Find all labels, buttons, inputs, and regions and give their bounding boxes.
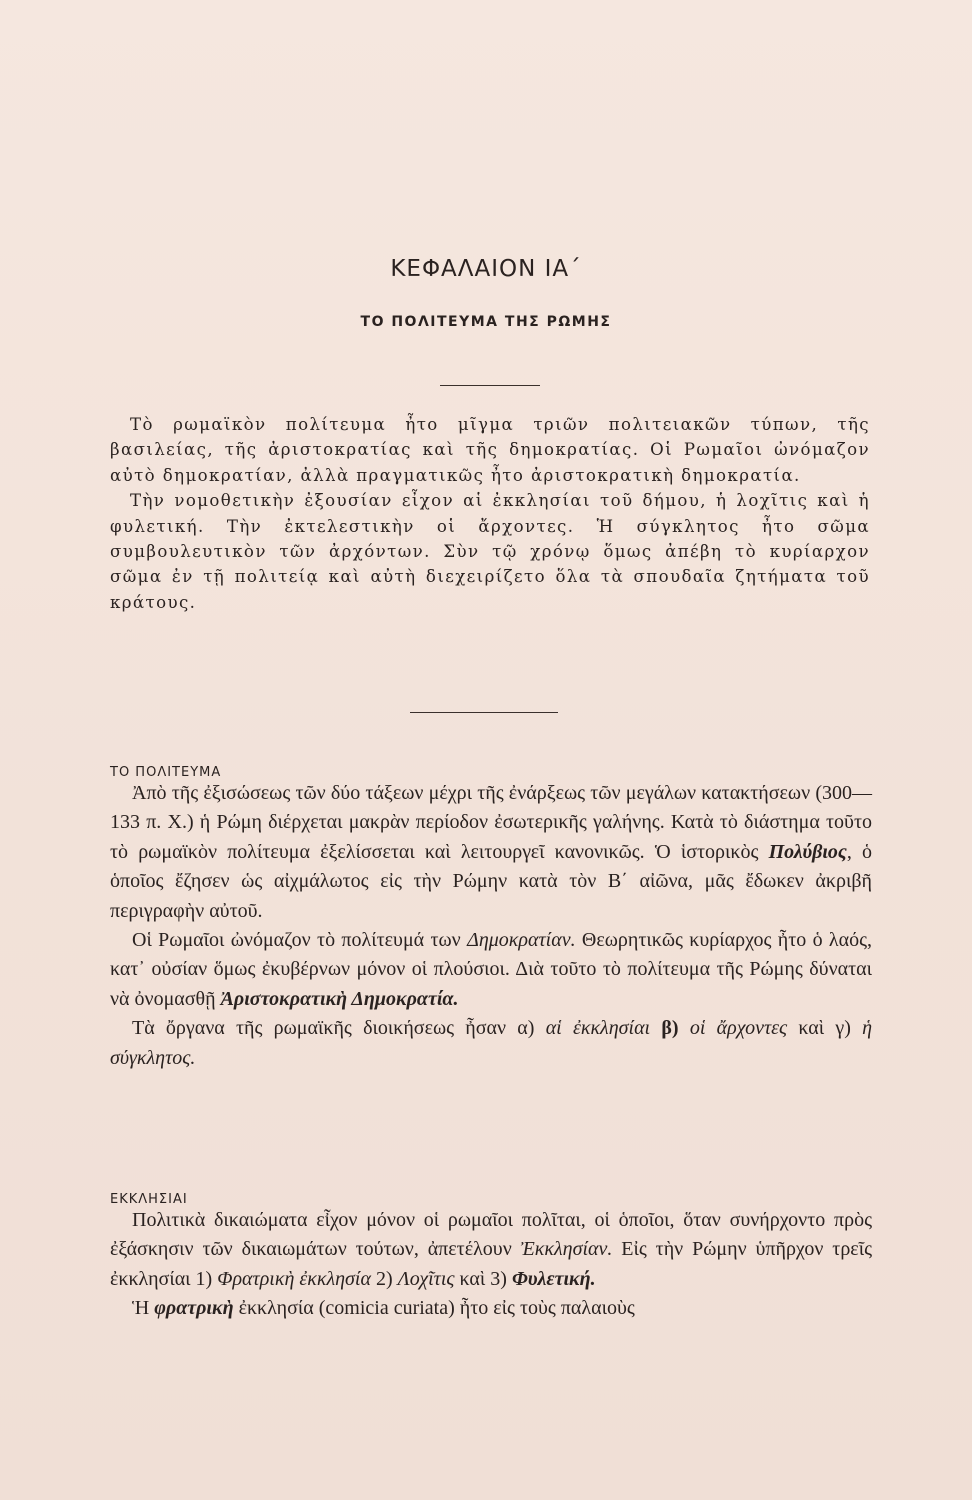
term-fyletiki: Φυλετική.	[511, 1267, 596, 1290]
term-fratriki: Φρατρικὴ ἐκκλησία	[217, 1267, 371, 1290]
summary-paragraph-1: Τὸ ρωμαϊκὸν πολίτευμα ἦτο μῖγμα τριῶν πολιτειακῶν τύπων, τῆς βασιλείας, τῆς ἀριστοκρατίας καὶ τῆς δημοκρατίας. Οἱ Ρωμαῖοι ὠνόμαζον αὐτὸ δημοκρατίαν, ἀλλὰ πραγματικῶς ἦτο ἀριστοκρατικὴ δημοκρατία.	[110, 415, 870, 485]
politeuma-paragraph-2	[110, 926, 872, 1014]
ekklesiai-paragraph-1	[110, 1206, 872, 1294]
term-senate: ἡ σύγκλητος.	[110, 1017, 873, 1069]
text-span: Θεωρητικῶς κυρίαρχος ἦτο ὁ λαός, κατ᾿ οὐσίαν ὅμως ἐκυβέρνων μόνον οἱ πλούσιοι. Διὰ τοῦτο τὸ πολίτευμα τῆς Ρώμης δύναται νὰ ὀνομασθῇ	[110, 929, 873, 1010]
text-span: καὶ 3)	[459, 1267, 507, 1290]
text-span: Οἱ Ρωμαῖοι ὠνόμαζον τὸ πολίτευμά των	[132, 929, 461, 952]
term-ekklesia: Ἐκκλησίαν.	[520, 1238, 613, 1261]
term-fratriki-bold: φρατρικὴ	[154, 1297, 234, 1320]
text-span: 2)	[375, 1267, 393, 1290]
term-democracy: Δημοκρατίαν.	[467, 929, 576, 952]
divider-top	[440, 385, 540, 386]
term-magistrates: οἱ ἄρχοντες	[689, 1017, 788, 1040]
section-politeuma-body	[110, 779, 872, 1073]
text-span: Ἡ	[132, 1297, 150, 1320]
text-span: Εἰς τὴν Ρώμην ὑπῆρχον τρεῖς ἐκκλησίαι 1)	[110, 1238, 873, 1290]
section-heading-ekklesiai: ΕΚΚΛΗΣΙΑΙ	[110, 1192, 188, 1207]
term-assemblies: αἱ ἐκκλησίαι	[545, 1017, 651, 1040]
text-span: , ὁ ὁποῖος ἔζησεν ὡς αἰχμάλωτος εἰς τὴν Ρώμην κατὰ τὸν Β΄ αἰῶνα, μᾶς ἔδωκεν ἀκριβῆ περιγραφὴν αὐτοῦ.	[110, 840, 873, 922]
list-marker-b: β)	[661, 1017, 679, 1040]
chapter-summary	[110, 412, 870, 615]
politeuma-paragraph-3	[110, 1014, 872, 1073]
text-span: καὶ γ)	[798, 1017, 851, 1040]
term-aristocratic-democracy: Ἀριστοκρατικὴ Δημοκρατία.	[220, 987, 459, 1010]
ekklesiai-paragraph-2	[110, 1294, 872, 1323]
politeuma-paragraph-1	[110, 779, 872, 926]
summary-paragraph-2: Τὴν νομοθετικὴν ἐξουσίαν εἶχον αἱ ἐκκλησίαι τοῦ δήμου, ἡ λοχῖτις καὶ ἡ φυλετική. Τὴν ἐκτελεστικὴν οἱ ἄρχοντες. Ἡ σύγκλητος ἦτο σῶμα συμβουλευτικὸν τῶν ἀρχόντων. Σὺν τῷ χρόνῳ ὅμως ἀπέβη τὸ κυρίαρχον σῶμα ἐν τῇ πολιτείᾳ καὶ αὐτὴ διεχειρίζετο ὅλα τὰ σπουδαῖα ζητήματα τοῦ κράτους.	[110, 491, 870, 612]
chapter-subtitle: ΤΟ ΠΟΛΙΤΕΥΜΑ ΤΗΣ ΡΩΜΗΣ	[360, 314, 612, 330]
text-span: ἐκκλησία (comicia curiata) ἦτο εἰς τοὺς παλαιοὺς	[238, 1297, 635, 1320]
section-ekklesiai-body	[110, 1206, 872, 1324]
text-span: Τὰ ὄργανα τῆς ρωμαϊκῆς διοικήσεως ἦσαν α)	[132, 1017, 535, 1040]
chapter-title: ΚΕΦΑΛΑΙΟΝ ΙΑ΄	[390, 256, 582, 282]
historian-name: Πολύβιος	[768, 840, 847, 863]
section-heading-politeuma: ΤΟ ΠΟΛΙΤΕΥΜΑ	[110, 765, 222, 780]
text-span: Ἀπὸ τῆς ἐξισώσεως τῶν δύο τάξεων μέχρι τῆς ἐνάρξεως τῶν μεγάλων κατακτήσεων (300—133 π. Χ.) ἡ Ρώμη διέρχεται μακρὰν περίοδον ἐσωτερικῆς γαλήνης. Κατὰ τὸ διάστημα τοῦτο τὸ ρωμαϊκὸν πολίτευμα ἐξελίσσεται καὶ λειτουργεῖ κανονικῶς. Ὁ ἱστορικὸς	[110, 782, 872, 863]
term-lochitis: Λοχῖτις	[397, 1267, 455, 1290]
divider-middle	[410, 712, 558, 713]
text-span: Πολιτικὰ δικαιώματα εἶχον μόνον οἱ ρωμαῖοι πολῖται, οἱ ὁποῖοι, ὅταν συνήρχοντο πρὸς ἐξάσκησιν τῶν δικαιωμάτων τούτων, ἀπετέλουν	[110, 1209, 872, 1261]
